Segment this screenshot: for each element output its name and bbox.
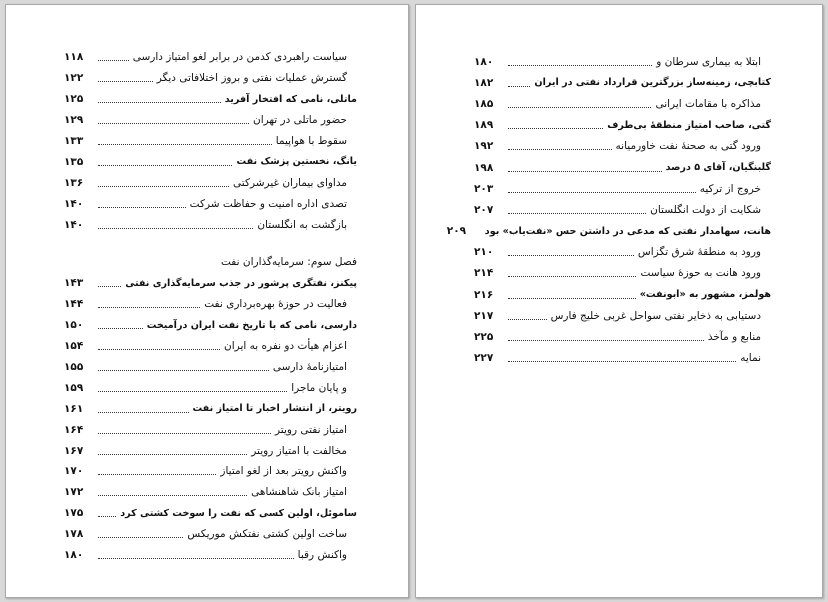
- toc-entry-page: ۱۲۵: [64, 93, 84, 106]
- toc-entry-title: ماتلی، نامی که افتخار آفرید: [224, 93, 357, 105]
- dot-leader: [98, 306, 200, 308]
- toc-entry-page: ۱۴۴: [64, 298, 84, 311]
- toc-entry: [64, 110, 357, 131]
- toc-entry: [64, 315, 357, 336]
- toc-entry-title: ورود به منطقهٔ شرق تگزاس: [637, 246, 761, 259]
- toc-entry-page: ۱۲۹: [64, 114, 84, 127]
- toc-entry-page: ۲۲۵: [474, 331, 494, 344]
- dot-leader: [508, 297, 636, 299]
- dot-leader: [98, 536, 183, 538]
- toc-entry-page: ۲۲۷: [474, 352, 494, 365]
- toc-entry-title: ساموئل، اولین کسی که نفت را سوخت کشتی کرد: [120, 507, 357, 519]
- toc-entry-page: ۱۳۵: [64, 155, 84, 168]
- dot-leader: [508, 318, 547, 320]
- toc-entry-title: گلبنگیان، آقای ۵ درصد: [665, 162, 771, 174]
- toc-entry: [474, 326, 771, 347]
- toc-entry-page: ۱۷۲: [64, 486, 84, 499]
- toc-entry-title: هانت، سهامدار نفتی که مدعی در داشتن حس «نفت‌یاب» بود: [484, 225, 771, 237]
- toc-entry-title: شکایت از دولت انگلستان: [650, 203, 761, 216]
- toc-entry-title: و پایان ماجرا: [291, 381, 347, 394]
- dot-leader: [98, 557, 294, 559]
- toc-entry-title: رویتر، از انتشار اخبار تا امتیاز نفت: [192, 403, 357, 415]
- toc-entry-title: امتیازنامهٔ دارسی: [272, 361, 347, 374]
- toc-entry-page: ۲۱۴: [474, 267, 494, 280]
- dot-leader: [508, 360, 736, 362]
- toc-entry: [64, 131, 357, 152]
- dot-leader: [98, 59, 129, 61]
- toc-entry: [474, 136, 771, 157]
- section-gap: [64, 235, 357, 251]
- toc-entry: [64, 398, 357, 419]
- toc-entry-page: ۱۳۶: [64, 176, 84, 189]
- toc-entry: [474, 284, 771, 305]
- left-toc: [64, 47, 357, 565]
- toc-entry-title: مداوای بیماران غیرشرکتی: [233, 176, 347, 189]
- toc-entry-title: اعزام هیأت دو نفره به ایران: [224, 340, 347, 353]
- toc-entry-page: ۱۶۱: [64, 402, 84, 415]
- toc-entry-page: ۱۵۵: [64, 361, 84, 374]
- toc-entry-title: ابتلا به بیماری سرطان و: [656, 55, 761, 68]
- toc-entry-page: ۱۵۹: [64, 381, 84, 394]
- toc-entry-page: ۱۶۷: [64, 444, 84, 457]
- toc-entry: [474, 178, 771, 199]
- dot-leader: [98, 206, 186, 208]
- dot-leader: [508, 191, 696, 193]
- toc-entry-title: ورود گتی به صحنهٔ نفت خاورمیانه: [615, 140, 761, 153]
- dot-leader: [98, 101, 221, 103]
- toc-entry-page: ۱۸۹: [474, 119, 494, 132]
- right-page: [415, 4, 823, 598]
- toc-entry-page: ۱۸۰: [474, 55, 494, 68]
- dot-leader: [98, 432, 271, 434]
- dot-leader: [98, 348, 220, 350]
- toc-entry-page: ۱۵۰: [64, 319, 84, 332]
- toc-entry-page: ۱۷۸: [64, 528, 84, 541]
- toc-entry: [64, 440, 357, 461]
- dot-leader: [98, 80, 153, 82]
- toc-entry: [474, 242, 771, 263]
- dot-leader: [98, 285, 121, 287]
- toc-entry: [474, 93, 771, 114]
- toc-entry: [64, 357, 357, 378]
- toc-entry: [64, 377, 357, 398]
- toc-entry: [64, 214, 357, 235]
- toc-entry-title: کتابچی، زمینه‌ساز بزرگترین قرارداد نفتی در ایران: [534, 77, 771, 89]
- dot-leader: [98, 369, 269, 371]
- dot-leader: [98, 494, 247, 496]
- toc-entry: [64, 545, 357, 566]
- toc-entry-page: ۱۸۲: [474, 76, 494, 89]
- toc-entry-title: امتیاز بانک شاهنشاهی: [251, 486, 347, 499]
- toc-entry-title: بازگشت به انگلستان: [257, 218, 347, 231]
- toc-entry-page: ۱۷۰: [64, 465, 84, 478]
- dot-leader: [98, 327, 143, 329]
- toc-entry-title: خروج از ترکیه: [699, 182, 761, 195]
- toc-entry: [64, 419, 357, 440]
- toc-entry: [64, 47, 357, 68]
- toc-entry: [64, 193, 357, 214]
- toc-entry: [64, 89, 357, 110]
- toc-entry-page: ۱۴۰: [64, 218, 84, 231]
- toc-entry-page: ۱۳۳: [64, 135, 84, 147]
- dot-leader: [98, 227, 253, 229]
- toc-entry: [64, 503, 357, 524]
- toc-entry: [64, 294, 357, 315]
- dot-leader: [98, 473, 216, 475]
- dot-leader: [508, 127, 603, 129]
- dot-leader: [508, 148, 612, 150]
- toc-entry: [474, 115, 771, 136]
- toc-entry: [64, 336, 357, 357]
- toc-entry-title: فعالیت در حوزهٔ بهره‌برداری نفت: [204, 298, 347, 311]
- toc-entry-title: پیکنز، نفتگری پرشور در جذب سرمایه‌گذاری نفتی: [125, 277, 357, 289]
- dot-leader: [98, 143, 272, 145]
- section-title: فصل سوم: سرمایه‌گذاران نفت: [221, 256, 357, 269]
- dot-leader: [98, 185, 229, 187]
- toc-entry-page: ۱۵۴: [64, 340, 84, 353]
- toc-entry-title: واکنش رقبا: [297, 549, 347, 562]
- toc-entry-title: منابع و مآخذ: [707, 331, 761, 344]
- dot-leader: [508, 85, 530, 87]
- toc-entry-page: ۱۴۰: [64, 197, 84, 210]
- toc-entry: [474, 51, 771, 72]
- toc-entry: [474, 72, 771, 93]
- toc-entry-page: ۲۰۹: [446, 225, 467, 238]
- toc-entry-page: ۱۸۰: [64, 549, 84, 562]
- dot-leader: [508, 106, 651, 108]
- toc-entry-page: ۱۴۳: [64, 277, 84, 290]
- right-toc: [446, 51, 771, 369]
- dot-leader: [508, 254, 634, 256]
- toc-entry-title: سیاست راهبردی کدمن در برابر لغو امتیاز دارسی: [132, 51, 347, 64]
- toc-entry: [64, 524, 357, 545]
- toc-entry: [64, 273, 357, 294]
- toc-entry: [64, 461, 357, 482]
- toc-entry-page: ۱۹۸: [474, 161, 494, 174]
- toc-entry-page: ۲۰۷: [474, 203, 494, 216]
- toc-entry: [64, 68, 357, 89]
- toc-entry-title: امتیاز نفتی رویتر: [274, 423, 347, 436]
- toc-entry: [474, 348, 771, 369]
- toc-entry: [64, 151, 357, 172]
- toc-entry-page: ۱۸۵: [474, 97, 494, 110]
- dot-leader: [508, 64, 652, 66]
- toc-entry: [446, 221, 771, 242]
- toc-entry-title: ساخت اولین کشتی نفتکش موریکس: [187, 528, 347, 541]
- toc-entry: [474, 199, 771, 220]
- toc-entry-title: حضور ماتلی در تهران: [252, 114, 347, 127]
- toc-entry-title: نمایه: [740, 352, 761, 365]
- toc-entry-title: ورود هانت به حوزهٔ سیاست: [640, 267, 761, 280]
- toc-entry-title: گسترش عملیات نفتی و بروز اختلافاتی دیگر: [156, 72, 347, 85]
- toc-entry-page: ۱۹۲: [474, 140, 494, 153]
- toc-group-1: [64, 47, 357, 235]
- dot-leader: [98, 390, 287, 392]
- toc-entry-page: ۲۰۳: [474, 182, 494, 195]
- dot-leader: [98, 164, 232, 166]
- toc-entry-title: سقوط با هواپیما: [275, 135, 347, 147]
- toc-group-2: [64, 273, 357, 565]
- toc-entry-title: گتی، صاحب امتیاز منطقهٔ بی‌طرف: [607, 119, 771, 131]
- dot-leader: [98, 453, 247, 455]
- toc-entry: [474, 263, 771, 284]
- dot-leader: [508, 212, 646, 214]
- toc-entry-page: ۱۲۲: [64, 72, 84, 85]
- toc-entry-title: هولمز، مشهور به «ابونفت»: [639, 289, 771, 301]
- toc-entry-title: مذاکره با مقامات ایرانی: [655, 97, 761, 110]
- toc-entry-title: دارسی، نامی که با تاریخ نفت ایران درآمیخت: [146, 319, 357, 331]
- toc-entry-page: ۱۶۴: [64, 423, 84, 436]
- toc-entry: [474, 305, 771, 326]
- toc-entry-title: تصدی اداره امنیت و حفاظت شرکت: [189, 197, 347, 210]
- dot-leader: [508, 339, 704, 341]
- left-page: [5, 4, 409, 598]
- toc-entry: [64, 482, 357, 503]
- toc-entry-title: دستیابی به ذخایر نفتی سواحل غربی خلیج فارس: [550, 309, 761, 322]
- toc-entry-page: ۲۱۶: [474, 288, 494, 301]
- dot-leader: [98, 411, 189, 413]
- dot-leader: [98, 515, 116, 517]
- dot-leader: [508, 170, 662, 172]
- toc-entry: [474, 157, 771, 178]
- toc-entry-page: ۱۱۸: [64, 51, 84, 64]
- toc-entry-title: یانگ، نخستین پزشک نفت: [236, 156, 357, 168]
- toc-entry-title: واکنش رویتر بعد از لغو امتیاز: [220, 465, 347, 478]
- dot-leader: [508, 275, 636, 277]
- toc-entry: [64, 172, 357, 193]
- toc-entry-title: مخالفت با امتیاز رویتر: [251, 444, 347, 457]
- dot-leader: [98, 122, 249, 124]
- toc-entry-page: ۱۷۵: [64, 507, 84, 520]
- toc-entry-page: ۲۱۷: [474, 309, 494, 322]
- toc-entry-page: ۲۱۰: [474, 246, 494, 259]
